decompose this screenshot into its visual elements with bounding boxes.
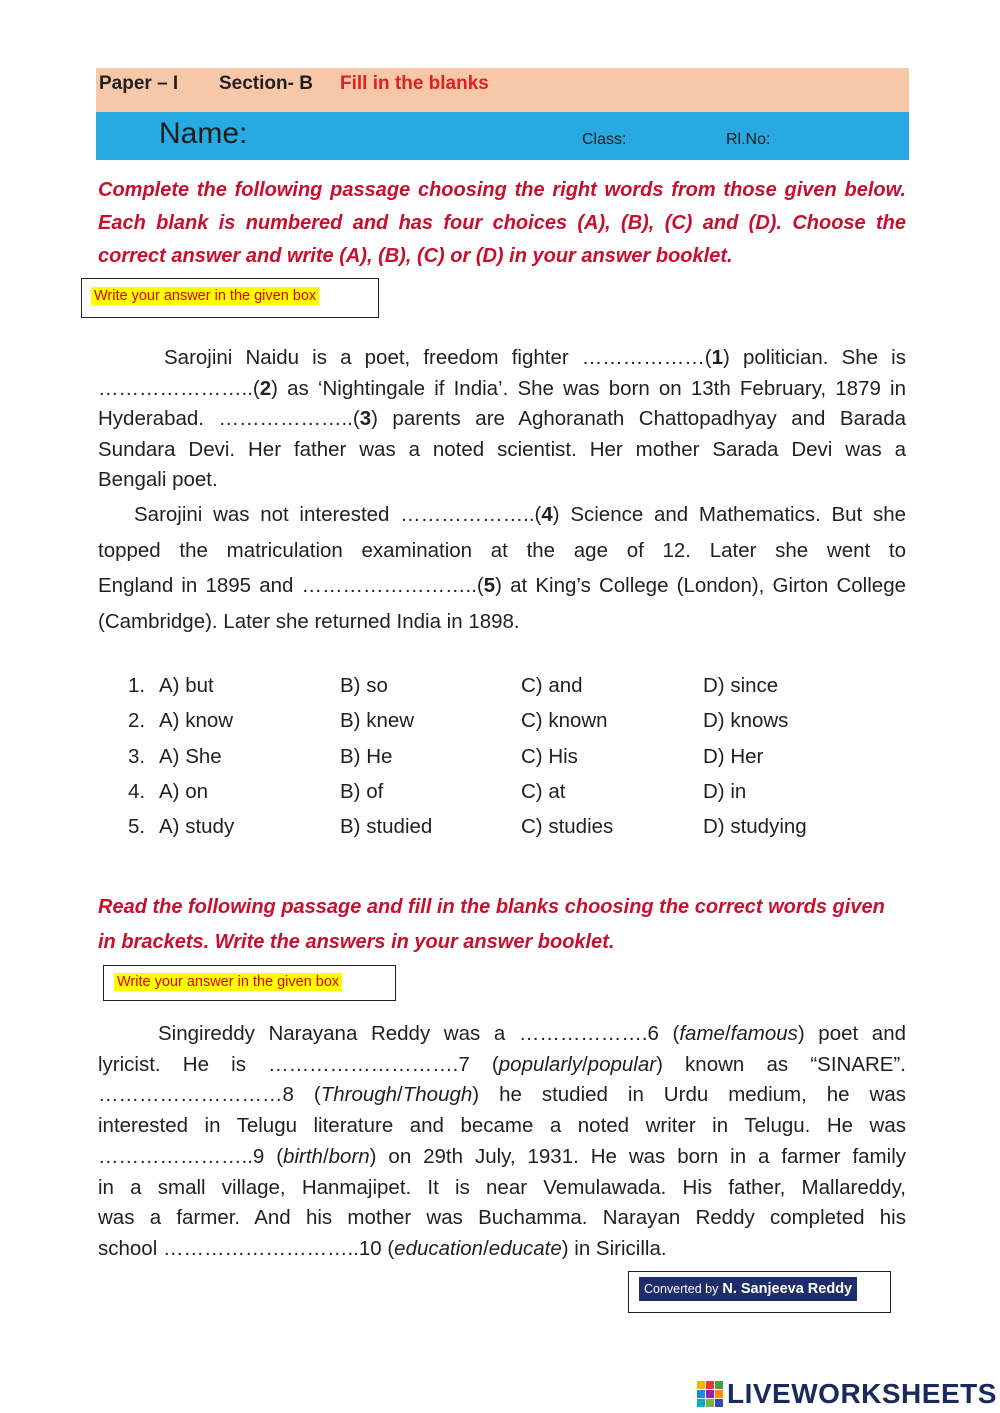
credit-box xyxy=(628,1271,891,1313)
option-d: D) in xyxy=(703,779,747,803)
option-b: B) He xyxy=(340,744,393,768)
worksheet-header xyxy=(96,68,909,112)
option-row xyxy=(128,709,848,744)
answer-box-label: Write your answer in the given box xyxy=(91,287,319,305)
passage-line: Sarojini Naidu is a poet, freedom fighter ………………(1) politician. She is xyxy=(164,346,906,369)
passage-line: ………………………8 (Through/Though) he studied in Urdu medium, he was xyxy=(98,1083,906,1107)
liveworksheets-logo-icon xyxy=(697,1381,723,1407)
credit-prefix: Converted by xyxy=(644,1282,719,1296)
passage-line: school ………………………..10 (education/educate) in Siricilla. xyxy=(98,1236,667,1260)
option-b: B) studied xyxy=(340,815,433,839)
question-number: 5. xyxy=(128,815,146,839)
passage-narayana-reddy xyxy=(98,1019,906,1265)
option-a: A) study xyxy=(159,815,235,839)
option-d: D) since xyxy=(703,674,779,697)
answer-box-label: Write your answer in the given box xyxy=(114,973,342,991)
option-a: A) She xyxy=(159,744,222,768)
passage-line: (Cambridge). Later she returned India in 1898. xyxy=(98,609,520,633)
question-number: 2. xyxy=(128,709,146,733)
option-a: A) on xyxy=(159,779,208,803)
option-d: D) studying xyxy=(703,815,807,839)
passage-line: Singireddy Narayana Reddy was a ……………….6 (fame/famous) poet and xyxy=(158,1022,906,1045)
passage-line: lyricist. He is ……………………….7 (popularly/popular) known as “SINARE”. xyxy=(98,1052,906,1076)
passage-line: Sarojini was not interested ………………..(4) Science and Mathematics. But she xyxy=(134,503,906,526)
passage-line: Hyderabad. ………………..(3) parents are Aghoranath Chattopadhyay and Barada xyxy=(98,407,906,430)
multiple-choice-options xyxy=(128,674,848,850)
passage-line: …………………..9 (birth/born) on 29th July, 1931. He was born in a farmer family xyxy=(98,1144,906,1168)
passage-sarojini-paragraph-2 xyxy=(98,497,906,639)
option-c: C) at xyxy=(521,779,566,803)
section-label: Section- B xyxy=(219,73,313,94)
brand-name: LIVEWORKSHEETS xyxy=(727,1378,997,1409)
passage-line: England in 1895 and ……………………..(5) at King’s College (London), Girton College xyxy=(98,574,906,597)
option-row xyxy=(128,674,848,709)
liveworksheets-brand xyxy=(697,1376,997,1412)
option-b: B) knew xyxy=(340,709,415,733)
passage-line: in a small village, Hanmajipet. It is near Vemulawada. His father, Mallareddy, xyxy=(98,1175,906,1199)
option-c: C) His xyxy=(521,744,578,768)
roll-number-label: Rl.No: xyxy=(726,131,771,148)
option-b: B) so xyxy=(340,674,388,697)
worksheet-title: Fill in the blanks xyxy=(340,73,489,94)
passage-line: topped the matriculation examination at the age of 12. Later she went to xyxy=(98,538,906,562)
part2-instruction: Read the following passage and fill in the blanks choosing the correct words given in brackets. Write the answers in your answer booklet. xyxy=(98,896,885,953)
option-c: C) and xyxy=(521,674,583,697)
passage-line: was a farmer. And his mother was Buchamma. Narayan Reddy completed his xyxy=(98,1206,906,1230)
name-label: Name: xyxy=(159,117,248,150)
option-c: C) known xyxy=(521,709,608,733)
class-label: Class: xyxy=(582,131,627,148)
passage-line: Bengali poet. xyxy=(98,468,218,491)
option-row xyxy=(128,815,848,850)
option-d: D) knows xyxy=(703,709,789,733)
part1-instruction: Complete the following passage choosing the right words from those given below. Each blank is numbered and has four choices (A), (B), (C) and (D). Choose the correct answer and write (A), (B), (C) or (D) in your answer booklet. xyxy=(98,179,906,267)
question-number: 4. xyxy=(128,779,146,803)
passage-sarojini-paragraph-1 xyxy=(98,343,906,496)
option-row xyxy=(128,745,848,780)
part1-answer-box[interactable] xyxy=(81,278,379,318)
part2-answer-box[interactable] xyxy=(103,965,396,1001)
option-b: B) of xyxy=(340,779,384,803)
passage-line: Sundara Devi. Her father was a noted scientist. Her mother Sarada Devi was a xyxy=(98,437,906,461)
option-row xyxy=(128,780,848,815)
question-number: 3. xyxy=(128,744,146,768)
option-a: A) but xyxy=(159,674,214,697)
credit-author: N. Sanjeeva Reddy xyxy=(722,1281,853,1297)
option-a: A) know xyxy=(159,709,234,733)
passage-line: interested in Telugu literature and became a noted writer in Telugu. He was xyxy=(98,1114,906,1138)
passage-line: …………………..(2) as ‘Nightingale if India’. She was born on 13th February, 1879 in xyxy=(98,376,906,400)
question-number: 1. xyxy=(128,674,146,697)
paper-label: Paper – I xyxy=(99,73,179,94)
credit-label xyxy=(639,1277,857,1301)
option-c: C) studies xyxy=(521,815,614,839)
student-info-bar xyxy=(96,112,909,160)
option-d: D) Her xyxy=(703,744,764,768)
